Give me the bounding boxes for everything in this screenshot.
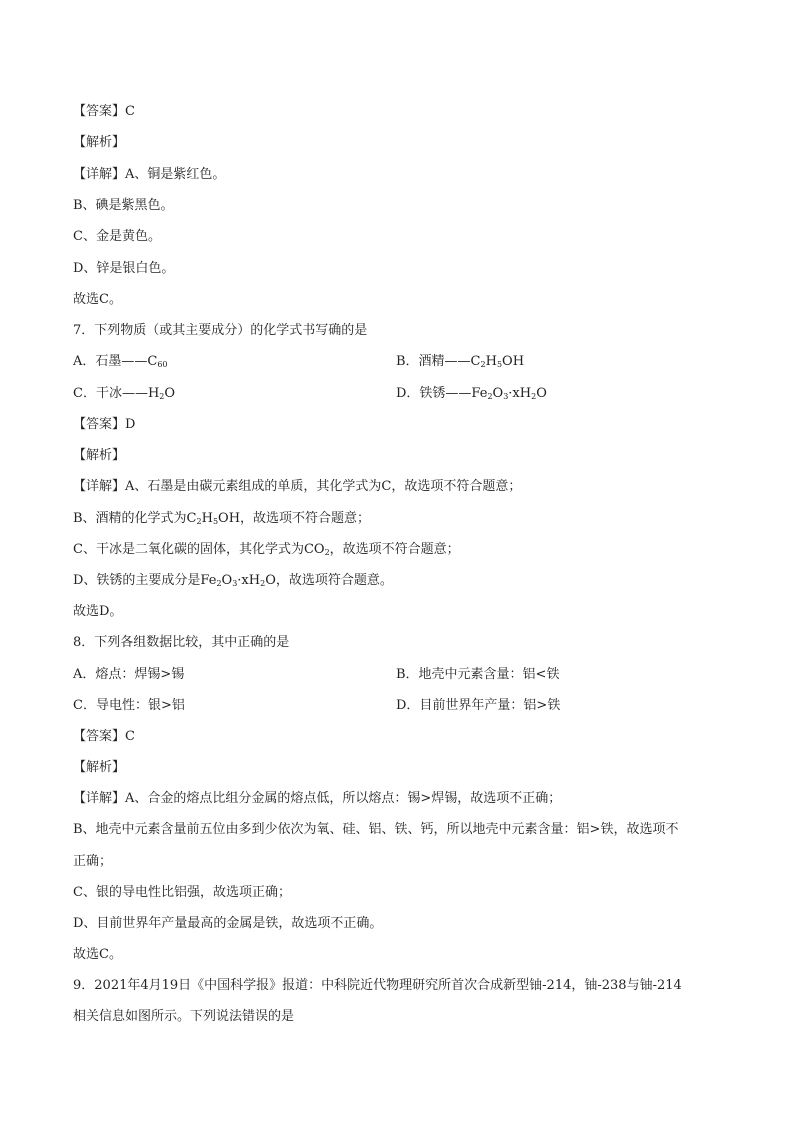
q6-detail-a	[73, 166, 225, 184]
detail-tag: 【详解】	[73, 479, 126, 494]
answer-value: C	[125, 104, 135, 119]
q6-conclusion: 故选C。	[73, 292, 122, 307]
q8-answer-line	[73, 728, 135, 746]
q7-conclusion: 故选D。	[73, 604, 123, 619]
q9-question-line2: 相关信息如图所示。下列说法错误的是	[73, 1009, 295, 1024]
answer-tag: 【答案】	[73, 104, 126, 119]
q7-option-a: A．石墨$——C_{60}$	[73, 354, 168, 369]
q7-analysis-line	[73, 447, 125, 465]
q8-option-c: C．导电性：银>铝	[73, 698, 185, 713]
q7-detail-d: D、铁锈的主要成分是$Fe_2O_3\cdot xH_2O$，故选项符合题意。	[73, 573, 393, 588]
q7-option-c: C．干冰$——H_2O$	[73, 386, 176, 401]
analysis-tag: 【解析】	[73, 448, 126, 463]
detail-tag: 【详解】	[73, 791, 126, 806]
q6-detail-d: D、锌是银白色。	[73, 261, 175, 276]
q6-answer-line	[73, 103, 135, 121]
q7-option-b: B．酒精$——C_2H_5OH$	[396, 354, 525, 369]
answer-value: C	[125, 729, 135, 744]
q8-detail-d: D、目前世界年产量最高的金属是铁，故选项不正确。	[73, 916, 383, 931]
q8-option-b: B．地壳中元素含量：铝<铁	[396, 667, 560, 682]
q8-detail-b-line2: 正确；	[73, 854, 113, 869]
q8-analysis-line	[73, 759, 125, 777]
q8-conclusion: 故选C。	[73, 947, 122, 962]
answer-tag: 【答案】	[73, 417, 126, 432]
q8-detail-c: C、银的导电性比铝强，故选项正确；	[73, 885, 291, 900]
q7-answer-line	[73, 416, 135, 434]
detail-text: A、铜是紫红色。	[125, 167, 226, 182]
q6-detail-b: B、碘是紫黑色。	[73, 198, 174, 213]
answer-tag: 【答案】	[73, 729, 126, 744]
q9-question-line1: 9．2021年4月19日《中国科学报》报道：中科院近代物理研究所首次合成新型铀-214，铀-238与铀-214	[73, 978, 682, 993]
q6-analysis-line	[73, 134, 125, 152]
q6-detail-c: C、金是黄色。	[73, 229, 161, 244]
analysis-tag: 【解析】	[73, 135, 126, 150]
q8-detail-b-line1: B、地壳中元素含量前五位由多到少依次为氧、硅、铝、铁、钙，所以地壳中元素含量：铝>铁，故选项不	[73, 822, 679, 837]
q8-detail-a: 【详解】A、合金的熔点比组分金属的熔点低，所以熔点：锡>焊锡，故选项不正确；	[73, 791, 562, 806]
q8-option-a: A．熔点：焊锡>锡	[73, 667, 185, 682]
q8-question: 8．下列各组数据比较，其中正确的是	[73, 635, 290, 650]
q7-question: 7．下列物质（或其主要成分）的化学式书写确的是	[73, 323, 368, 338]
q7-detail-b: B、酒精的化学式为$C_2H_5OH$，故选项不符合题意；	[73, 511, 371, 526]
analysis-tag: 【解析】	[73, 760, 126, 775]
answer-value: D	[125, 417, 136, 432]
detail-tag: 【详解】	[73, 167, 126, 182]
q7-option-d: D．铁锈$——Fe_2O_3\cdot xH_2O$	[396, 386, 547, 401]
q8-option-d: D．目前世界年产量：铝>铁	[396, 698, 561, 713]
q7-detail-a: 【详解】A、石墨是由碳元素组成的单质，其化学式为C，故选项不符合题意；	[73, 479, 522, 494]
q7-detail-c: C、干冰是二氧化碳的固体，其化学式为$CO_2$，故选项不符合题意；	[73, 542, 460, 557]
